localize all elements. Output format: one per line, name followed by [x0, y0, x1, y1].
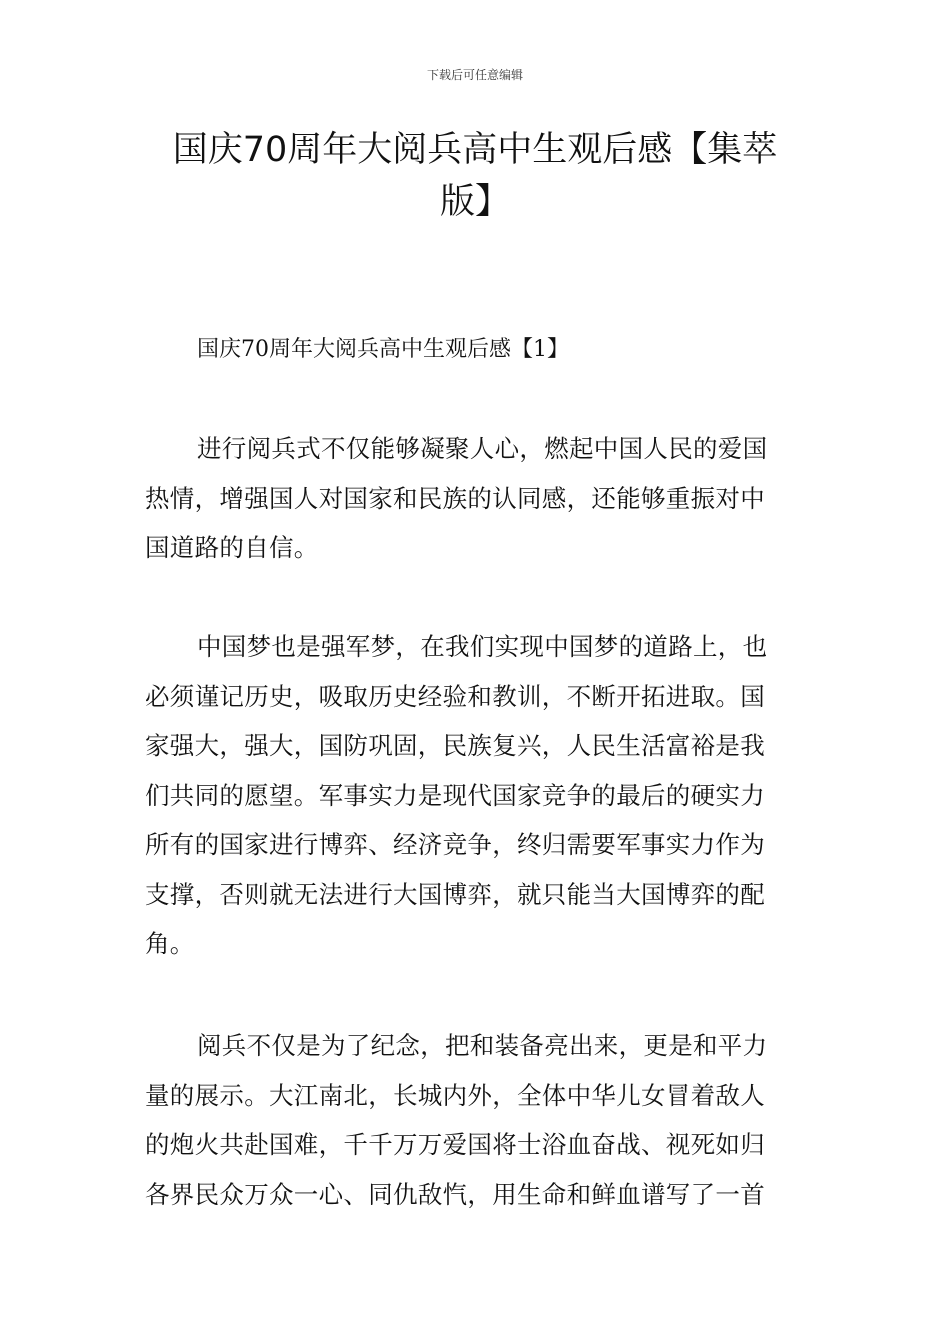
paragraph-line: 的炮火共赴国难，千千万万爱国将士浴血奋战、视死如归 — [145, 1130, 765, 1159]
paragraph-line: 们共同的愿望。军事实力是现代国家竞争的最后的硬实力 — [145, 780, 765, 810]
header-note: 下载后可任意编辑 — [426, 68, 523, 82]
paragraph-line: 必须谨记历史，吸取历史经验和教训，不断开拓进取。国 — [145, 681, 765, 711]
document-title — [150, 124, 800, 228]
paragraph-line: 热情，增强国人对国家和民族的认同感，还能够重振对中 — [145, 483, 765, 513]
paragraph-line: 支撑，否则就无法进行大国博弈，就只能当大国博弈的配 — [145, 879, 765, 909]
title-line: 国庆70周年大阅兵高中生观后感【集萃 — [172, 130, 778, 170]
paragraph-line: 家强大，强大，国防巩固，民族复兴，人民生活富裕是我 — [145, 731, 765, 760]
paragraph-line: 所有的国家进行博弈、经济竞争，终归需要军事实力作为 — [145, 830, 765, 859]
title-line: 版】 — [439, 182, 510, 222]
paragraph-line: 国道路的自信。 — [145, 533, 319, 562]
section-heading: 国庆70周年大阅兵高中生观后感【1】 — [197, 337, 569, 362]
paragraph-line: 各界民众万众一心、同仇敌忾，用生命和鲜血谱写了一首 — [145, 1179, 765, 1209]
paragraph — [145, 622, 807, 969]
paragraph-line: 量的展示。大江南北，长城内外，全体中华儿女冒着敌人 — [145, 1080, 765, 1110]
paragraph-line: 角。 — [145, 929, 195, 958]
paragraph-line: 阅兵不仅是为了纪念，把和装备亮出来，更是和平力 — [197, 1031, 768, 1060]
paragraph-line: 进行阅兵式不仅能够凝聚人心，燃起中国人民的爱国 — [197, 434, 768, 463]
paragraph — [145, 424, 807, 573]
paragraph-line: 中国梦也是强军梦，在我们实现中国梦的道路上，也 — [197, 632, 768, 661]
paragraph — [145, 1021, 807, 1219]
